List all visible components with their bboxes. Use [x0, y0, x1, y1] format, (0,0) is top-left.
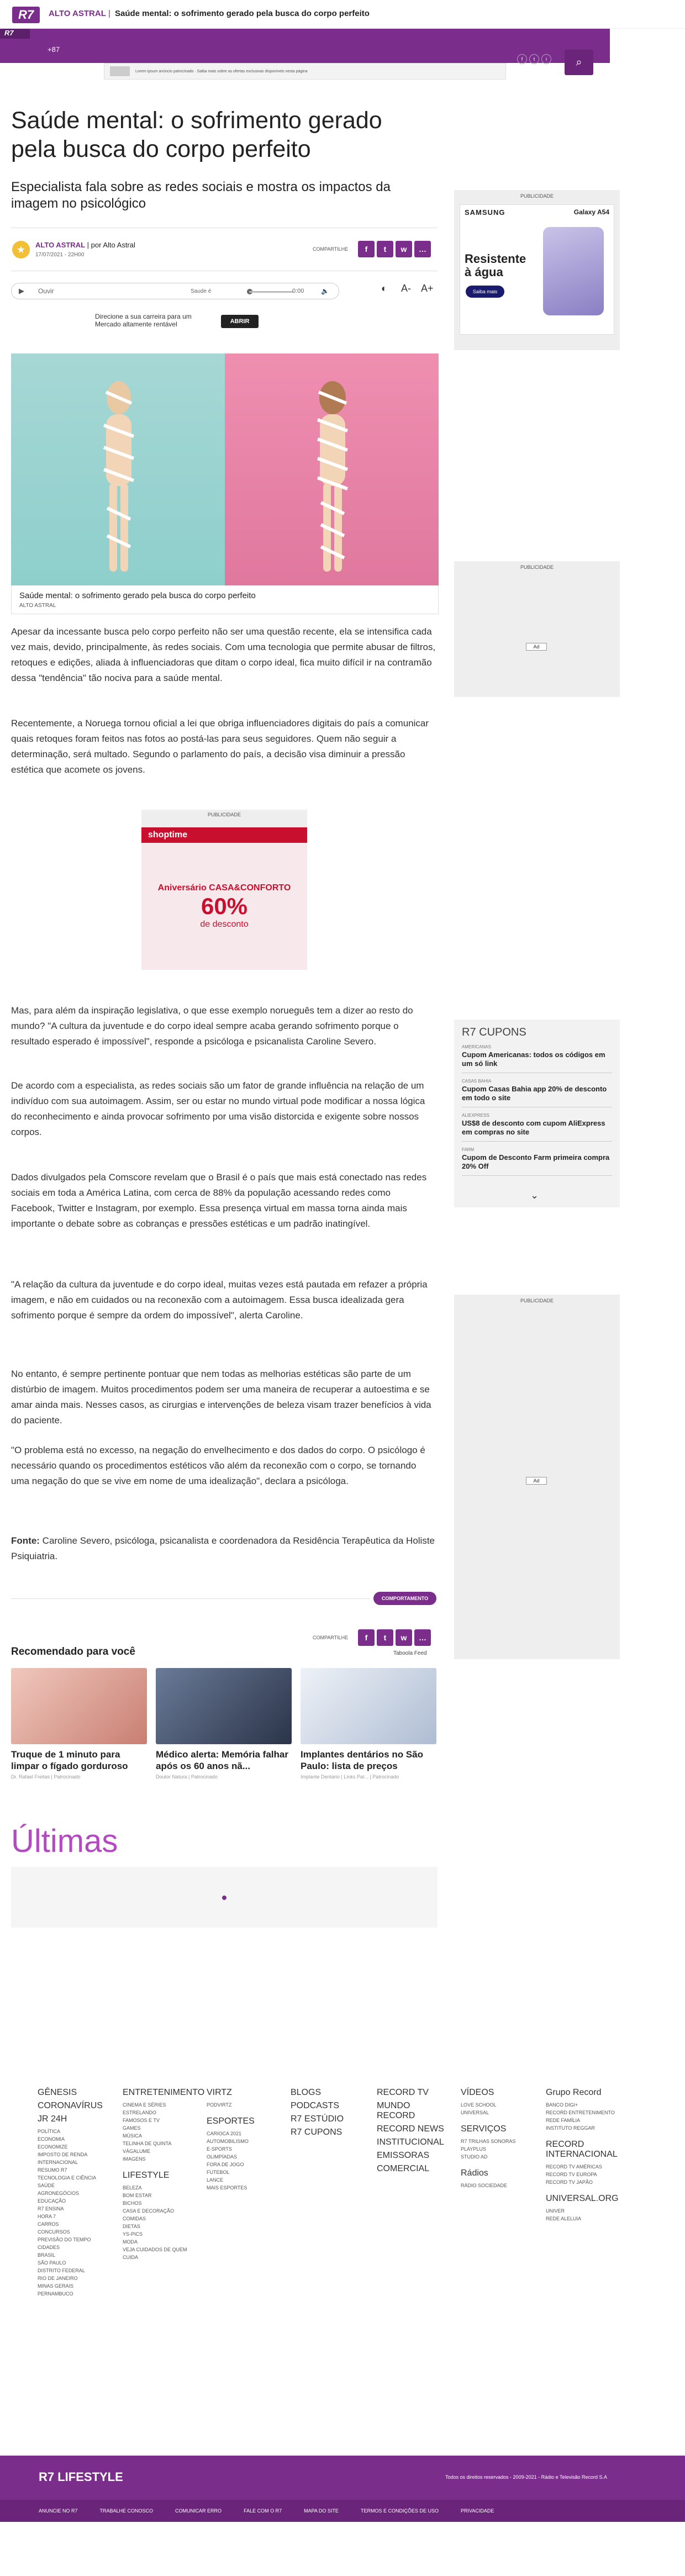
- coupon-text: Cupom Casas Bahia app 20% de desconto em todo o site: [462, 1085, 607, 1102]
- samsung-logo: SAMSUNG: [465, 208, 505, 217]
- footer-link[interactable]: LANCE: [207, 2177, 224, 2183]
- divider: [11, 1598, 370, 1599]
- coupon-item[interactable]: [462, 1044, 612, 1073]
- audio-player: [11, 283, 339, 299]
- article-photo[interactable]: [11, 353, 439, 585]
- footer-bottom-link[interactable]: TRABALHE CONOSCO: [99, 2508, 154, 2514]
- footer-heading-link[interactable]: MUNDO RECORD: [377, 2101, 415, 2120]
- footer-spacer: [123, 2163, 194, 2171]
- footer-heading-link[interactable]: COMERCIAL: [377, 2164, 430, 2173]
- samsung-ad: [460, 204, 614, 335]
- photo-left-panel: [11, 353, 225, 585]
- source-text: Caroline Severo, psicóloga, psicanalista e coordenadora da Residência Terapêutica da Holiste Psiquiatria.: [11, 1535, 435, 1561]
- footer-copyright: Todos os direitos reservados - 2009-2021 - Rádio e Televisão Record S.A: [445, 2474, 607, 2480]
- promo-percent-label: de desconto: [200, 920, 249, 929]
- ad-logo: [110, 66, 130, 76]
- footer-link[interactable]: MÚSICA: [123, 2133, 143, 2139]
- footer-column: [207, 2088, 278, 2199]
- share-label: COMPARTILHE: [313, 1635, 349, 1640]
- footer-link[interactable]: UNIVERSAL: [461, 2110, 489, 2115]
- r7-logo[interactable]: R7: [12, 7, 40, 23]
- footer-link[interactable]: RECORD TV AMÉRICAS: [546, 2164, 602, 2169]
- plus-counter[interactable]: +87: [48, 45, 60, 54]
- footer-link[interactable]: R7 TRILHAS SONORAS: [461, 2139, 516, 2144]
- footer-link[interactable]: CARROS: [38, 2221, 59, 2227]
- ad-marker: Ad: [526, 1477, 547, 1485]
- r7-cupons-widget: [454, 1020, 620, 1207]
- footer-heading-link[interactable]: INSTITUCIONAL: [377, 2137, 444, 2147]
- footer-link[interactable]: PODVIRTZ: [207, 2102, 232, 2108]
- header-separator: |: [108, 9, 110, 18]
- share-twitter-button[interactable]: t: [377, 1629, 393, 1646]
- footer-link[interactable]: TELINHA DE QUINTA: [123, 2141, 172, 2146]
- footer-heading-link[interactable]: UNIVERSAL.ORG: [546, 2194, 619, 2203]
- sidebar-ad[interactable]: [454, 1295, 620, 1659]
- footer-heading-link[interactable]: EMISSORAS: [377, 2151, 430, 2160]
- share-label: COMPARTILHE: [313, 246, 349, 252]
- footer-link[interactable]: OLIMPÍADAS: [207, 2154, 238, 2160]
- footer-heading-link[interactable]: RECORD TV: [377, 2088, 429, 2097]
- caption-credit: ALTO ASTRAL: [19, 603, 56, 609]
- header-article-title: Saúde mental: o sofrimento gerado pela busca do corpo perfeito: [115, 9, 370, 18]
- footer-heading-link[interactable]: SERVIÇOS: [461, 2124, 507, 2134]
- recommended-card[interactable]: [11, 1668, 147, 1780]
- footer-bottom-link[interactable]: ANUNCIE NO R7: [39, 2508, 78, 2514]
- coupon-store: AMERICANAS: [462, 1044, 491, 1049]
- inline-ad[interactable]: [88, 312, 265, 331]
- photo-caption: [11, 585, 439, 614]
- recommended-card-title: Médico alerta: Memória falhar após os 60 anos nã...: [156, 1749, 288, 1771]
- section-brand-link[interactable]: ALTO ASTRAL: [49, 9, 106, 18]
- footer-spacer: [461, 2116, 533, 2124]
- taboola-label[interactable]: Taboola Feed: [393, 1650, 427, 1656]
- share-facebook-button[interactable]: f: [358, 1629, 375, 1646]
- author-avatar[interactable]: ★: [12, 241, 30, 258]
- tag-comportamento[interactable]: COMPORTAMENTO: [373, 1592, 436, 1605]
- author-brand-link[interactable]: ALTO ASTRAL: [35, 241, 86, 249]
- sidebar-ad[interactable]: [454, 561, 620, 697]
- footer-spacer: [546, 2223, 623, 2230]
- footer-heading-link[interactable]: LIFESTYLE: [123, 2171, 170, 2180]
- latest-news-loader: [11, 1867, 438, 1928]
- top-ad-text: Lorem ipsum anúncio patrocinado · Saiba mais sobre as ofertas exclusivas disponíveis nesta página: [135, 69, 308, 73]
- author-name: por Alto Astral: [91, 241, 135, 249]
- recommended-image: [11, 1668, 147, 1744]
- footer-bottom-link[interactable]: MAPA DO SITE: [304, 2508, 339, 2514]
- coupon-store: CASAS BAHIA: [462, 1079, 492, 1084]
- recommended-card-source: Dr. Rafael Freitas | Patrocinado: [11, 1774, 81, 1780]
- site-footer: [0, 2044, 685, 2474]
- facebook-icon[interactable]: f: [517, 54, 527, 64]
- recommended-card[interactable]: [156, 1668, 292, 1780]
- footer-link[interactable]: RECORD ENTRETENIMENTO: [546, 2110, 615, 2115]
- author-line: [35, 241, 135, 249]
- contrast-icon[interactable]: ◐: [381, 283, 387, 294]
- share-whatsapp-button[interactable]: w: [396, 241, 412, 257]
- footer-heading-link[interactable]: JR 24H: [38, 2114, 67, 2124]
- footer-column: [546, 2088, 623, 2230]
- search-button[interactable]: [565, 50, 593, 75]
- share-whatsapp-button[interactable]: w: [396, 1629, 412, 1646]
- coupon-store: ALIEXPRESS: [462, 1113, 489, 1118]
- footer-heading-link[interactable]: VIRTZ: [207, 2088, 232, 2097]
- footer-column: [123, 2088, 205, 2269]
- footer-spacer: [291, 2141, 362, 2149]
- footer-link[interactable]: FAMOSOS E TV: [123, 2118, 160, 2123]
- footer-heading-link[interactable]: VÍDEOS: [461, 2088, 494, 2097]
- footer-spacer: [123, 2261, 194, 2269]
- promo-title: Aniversário CASA&CONFORTO: [157, 883, 291, 893]
- caption-title: Saúde mental: o sofrimento gerado pela busca do corpo perfeito: [19, 591, 256, 600]
- player-voice-select[interactable]: Saude é: [191, 288, 212, 294]
- footer-link[interactable]: IMAGENS: [123, 2156, 146, 2162]
- coupon-item[interactable]: [462, 1147, 612, 1176]
- footer-column: [461, 2088, 533, 2197]
- loading-dot: [222, 1896, 226, 1900]
- footer-heading-link[interactable]: GÊNESIS: [38, 2088, 77, 2097]
- footer-heading-link[interactable]: R7 CUPONS: [291, 2128, 342, 2137]
- footer-link[interactable]: BRASIL: [38, 2252, 56, 2258]
- article-paragraph: Mas, para além da inspiração legislativa, o que esse exemplo norueguês tem a dizer ao resto do mundo? "A cultura da juventude e do corpo ideal sempre acaba gerando sofrimento porque o resultado esperado é impossível", responde a psicóloga e psicanalista Caroline Severo.: [11, 1005, 413, 1047]
- share-facebook-button[interactable]: f: [358, 241, 375, 257]
- footer-link[interactable]: TECNOLOGIA E CIÊNCIA: [38, 2175, 97, 2181]
- coupon-store: FARM: [462, 1147, 475, 1152]
- footer-logo[interactable]: R7 LIFESTYLE: [39, 2470, 123, 2484]
- twitter-icon[interactable]: t: [529, 54, 539, 64]
- player-time: 0:00: [292, 288, 304, 294]
- footer-link[interactable]: INSTITUTO REGGAR: [546, 2125, 595, 2131]
- nav-strip: [0, 29, 610, 68]
- footer-spacer: [546, 2132, 623, 2140]
- top-bar: [0, 0, 685, 29]
- recommended-card-source: Doutor Natura | Patrocinado: [156, 1774, 218, 1780]
- doll-illustration: [94, 376, 144, 574]
- footer-link[interactable]: AUTOMOBILISMO: [207, 2139, 249, 2144]
- article-subtitle: Especialista fala sobre as redes sociais e mostra os impactos da imagem no psicológico: [11, 180, 391, 211]
- player-ouvir-label: Ouvir: [38, 287, 54, 295]
- footer-bottom-link[interactable]: COMUNICAR ERRO: [175, 2508, 222, 2514]
- footer-spacer: [377, 2177, 449, 2185]
- ad-label: PUBLICIDADE: [520, 564, 554, 570]
- strip-logo[interactable]: R7: [0, 29, 30, 39]
- footer-link[interactable]: RECORD TV JAPÃO: [546, 2179, 593, 2185]
- doll-illustration: [308, 376, 357, 574]
- coupon-item[interactable]: [462, 1079, 612, 1107]
- footer-link[interactable]: EDUCAÇÃO: [38, 2198, 66, 2204]
- footer-bottom-link[interactable]: PRIVACIDADE: [460, 2508, 494, 2514]
- publish-date: 17/07/2021 - 22H00: [35, 252, 85, 258]
- footer-link[interactable]: VEJA CUIDADOS DE QUEM CUIDA: [123, 2247, 187, 2260]
- share-more-button[interactable]: …: [414, 1629, 431, 1646]
- footer-link[interactable]: UNIVER: [546, 2208, 565, 2214]
- chevron-down-icon[interactable]: ⌄: [530, 1190, 539, 1201]
- footer-column: [377, 2088, 449, 2185]
- footer-column: [291, 2088, 362, 2149]
- footer-link[interactable]: SAÚDE: [38, 2183, 55, 2188]
- coupon-item[interactable]: [462, 1113, 612, 1142]
- latest-news-title: Últimas: [11, 1823, 118, 1859]
- volume-icon[interactable]: 🔈: [321, 287, 329, 295]
- shoptime-logo: shoptime: [141, 827, 307, 843]
- footer-spacer: [207, 2109, 278, 2116]
- footer-link[interactable]: DIETAS: [123, 2224, 140, 2229]
- phone-image: [543, 227, 604, 315]
- footer-link[interactable]: AGRONEGÓCIOS: [38, 2190, 80, 2196]
- ad-label: PUBLICIDADE: [520, 1298, 554, 1303]
- footer-link[interactable]: YS-PICS: [123, 2231, 143, 2237]
- footer-heading-link[interactable]: PODCASTS: [291, 2101, 340, 2110]
- footer-link[interactable]: RIO DE JANEIRO: [38, 2276, 78, 2281]
- coupon-text: Cupom Americanas: todos os códigos em um só link: [462, 1051, 605, 1068]
- footer-bottom-link[interactable]: FALE COM O R7: [244, 2508, 282, 2514]
- footer-brand-bar: [0, 2456, 685, 2500]
- footer-link[interactable]: BANCO DIGI+: [546, 2102, 578, 2108]
- footer-link[interactable]: MODA: [123, 2239, 138, 2245]
- ad-label: PUBLICIDADE: [520, 193, 554, 199]
- coupon-text: US$8 de desconto com cupom AliExpress em compras no site: [462, 1119, 605, 1136]
- footer-link[interactable]: INTERNACIONAL: [38, 2160, 78, 2165]
- search-icon: ⌕: [576, 56, 582, 68]
- font-increase-button[interactable]: A+: [421, 283, 434, 294]
- article-paragraph: Recentemente, a Noruega tornou oficial a lei que obriga influenciadores digitais do país a comunicar quais retoques foram feitos nas fotos ao postá-las para seus seguidores. Quem não seguir a determinação, será multado. Segundo o parlamento do país, a decisão visa diminuir a pressão estética que acomete os jovens.: [11, 718, 429, 775]
- footer-link[interactable]: IMPOSTO DE RENDA: [38, 2152, 88, 2157]
- cupons-title[interactable]: R7 CUPONS: [462, 1026, 526, 1038]
- footer-link[interactable]: CIDADES: [38, 2245, 60, 2250]
- share-twitter-button[interactable]: t: [377, 241, 393, 257]
- samsung-headline: Resistente à água: [465, 252, 526, 279]
- footer-link[interactable]: DISTRITO FEDERAL: [38, 2268, 85, 2273]
- article-paragraph: De acordo com a especialista, as redes sociais são um fator de grande influência na relação de um indivíduo com sua autoimagem. Assim, ser ou estar no mundo virtual pode modificar a nossa lógica do reconhecimento e ainda provocar sofrimento por uma visão distorcida e exigente sobre nossos corpos.: [11, 1080, 425, 1137]
- footer-link[interactable]: RÁDIO SOCIEDADE: [461, 2183, 508, 2188]
- footer-link[interactable]: PERNAMBUCO: [38, 2291, 73, 2297]
- font-decrease-button[interactable]: A-: [401, 283, 411, 294]
- footer-link[interactable]: FORA DE JOGO: [207, 2162, 244, 2167]
- footer-spacer: [546, 2186, 623, 2194]
- footer-link[interactable]: PLAYPLUS: [461, 2146, 486, 2152]
- footer-link[interactable]: LOVE SCHOOL: [461, 2102, 497, 2108]
- footer-link[interactable]: POLÍTICA: [38, 2129, 61, 2134]
- footer-spacer: [38, 2298, 109, 2305]
- article-paragraph: "O problema está no excesso, na negação do envelhecimento e dos dados do corpo. O psicólogo é necessário quando os procedimentos estéticos vão além da reconexão com o corpo, se tornando uma negação do que se vive em nome de uma idealização", declara a psicóloga.: [11, 1445, 425, 1486]
- footer-link[interactable]: PREVISÃO DO TEMPO: [38, 2237, 91, 2242]
- article-paragraph: No entanto, é sempre pertinente pontuar que nem todas as melhorias estéticas são parte de um distúrbio de imagem. Muitos procedimentos podem ser uma maneira de recuperar a autoestima e se amar ainda mais. Nesses casos, as cirurgias e intervenções de beleza visam trazer benefícios à vida do paciente.: [11, 1369, 431, 1426]
- footer-heading-link[interactable]: CORONAVÍRUS: [38, 2101, 103, 2110]
- play-icon[interactable]: ▶: [19, 287, 24, 295]
- samsung-cta-button[interactable]: Saiba mais: [466, 286, 504, 298]
- footer-link[interactable]: CASA E DECORAÇÃO: [123, 2208, 175, 2214]
- footer-link[interactable]: REDE FAMÍLIA: [546, 2118, 581, 2123]
- footer-link[interactable]: BOM ESTAR: [123, 2193, 152, 2198]
- inline-ad-text: Direcione a sua carreira para um Mercado altamente rentável: [95, 313, 192, 328]
- footer-spacer: [461, 2161, 533, 2168]
- footer-link[interactable]: MINAS GERAIS: [38, 2283, 74, 2289]
- samsung-model: Galaxy A54: [573, 208, 609, 216]
- source-label: Fonte:: [11, 1535, 40, 1546]
- ad-label: PUBLICIDADE: [207, 812, 241, 817]
- article-title: Saúde mental: o sofrimento gerado pela busca do corpo perfeito: [11, 107, 382, 162]
- article-paragraph: Dados divulgados pela Comscore revelam que o Brasil é o país que mais está conectado nas redes sociais em toda a América Latina, com cerca de 88% da população acessando redes como Facebook, Twitter e Instagram, por exemplo. Essa presença virtual em massa torna ainda mais importante o debate sobre as cobranças e pressões estéticas e um padrão inatingível.: [11, 1172, 427, 1229]
- footer-link[interactable]: HORA 7: [38, 2214, 56, 2219]
- mid-article-ad[interactable]: [141, 810, 307, 970]
- player-progress-bar[interactable]: [249, 291, 293, 293]
- shoptime-promo: [141, 843, 307, 970]
- footer-heading-link[interactable]: RECORD INTERNACIONAL: [546, 2140, 618, 2159]
- coupon-text: Cupom de Desconto Farm primeira compra 20% Off: [462, 1153, 610, 1170]
- footer-links: [0, 2500, 685, 2522]
- article-paragraph: "A relação da cultura da juventude e do corpo ideal, muitas vezes está pautada em refazer a própria imagem, e não em cuidados ou na reconexão com a autoimagem. Essa busca idealizada gera sofrimento porque é sempre da ordem do impossível", alerta Caroline.: [11, 1279, 428, 1321]
- footer-bottom-link[interactable]: TERMOS E CONDIÇÕES DE USO: [360, 2508, 439, 2514]
- instagram-icon[interactable]: i: [541, 54, 551, 64]
- author-separator: |: [87, 241, 89, 249]
- footer-heading-link[interactable]: Grupo Record: [546, 2088, 602, 2097]
- photo-right-panel: [225, 353, 439, 585]
- footer-link[interactable]: R7 ENSINA: [38, 2206, 64, 2211]
- article-source: [11, 1533, 436, 1564]
- top-banner-ad[interactable]: [104, 63, 506, 80]
- recommended-image: [301, 1668, 436, 1744]
- footer-link[interactable]: COMIDAS: [123, 2216, 146, 2221]
- footer-link[interactable]: CARIOCA 2021: [207, 2131, 242, 2136]
- footer-heading-link[interactable]: BLOGS: [291, 2088, 322, 2097]
- article-paragraph: Apesar da incessante busca pelo corpo perfeito não ser uma questão recente, ela se intensifica cada vez mais, devido, principalmente, às redes sociais. Com uma tecnologia que permite abusar de filtros, retoques e edições, aliada à influenciadoras que ditam o corpo ideal, fica muito difícil ir na contramão dessa "tendência" tão nociva para a saúde mental.: [11, 626, 436, 683]
- footer-link[interactable]: GAMES: [123, 2125, 141, 2131]
- recommended-card-source: Implante Dentario | Links Pat... | Patrocinado: [301, 1774, 399, 1780]
- footer-link[interactable]: RESUMO R7: [38, 2167, 67, 2173]
- footer-link[interactable]: REDE ALELUIA: [546, 2216, 582, 2221]
- footer-link[interactable]: E-SPORTS: [207, 2146, 232, 2152]
- footer-heading-link[interactable]: Rádios: [461, 2168, 488, 2178]
- footer-link[interactable]: CINEMA E SÉRIES: [123, 2102, 166, 2108]
- promo-percent: 60%: [201, 893, 248, 919]
- footer-link[interactable]: VÁGALUME: [123, 2149, 151, 2154]
- recommended-title: Recomendado para você: [11, 1646, 135, 1657]
- share-more-button[interactable]: …: [414, 241, 431, 257]
- recommended-image: [156, 1668, 292, 1744]
- footer-heading-link[interactable]: RECORD NEWS: [377, 2124, 444, 2134]
- footer-spacer: [207, 2192, 278, 2199]
- footer-spacer: [461, 2189, 533, 2197]
- footer-link[interactable]: ESTRELANDO: [123, 2110, 157, 2115]
- footer-link[interactable]: BICHOS: [123, 2200, 142, 2206]
- footer-heading-link[interactable]: ENTRETENIMENTO: [123, 2088, 205, 2097]
- footer-link[interactable]: FUTEBOL: [207, 2169, 230, 2175]
- footer-link[interactable]: ECONOMIZE: [38, 2144, 68, 2150]
- ad-marker: Ad: [526, 643, 547, 651]
- recommended-card-title: Truque de 1 minuto para limpar o fígado gorduroso: [11, 1749, 128, 1771]
- footer-link[interactable]: RECORD TV EUROPA: [546, 2172, 597, 2177]
- footer-link[interactable]: SÃO PAULO: [38, 2260, 66, 2266]
- footer-link[interactable]: STUDIO AD: [461, 2154, 488, 2160]
- footer-link[interactable]: MAIS ESPORTES: [207, 2185, 247, 2190]
- footer-column: [38, 2088, 109, 2305]
- inline-ad-button[interactable]: ABRIR: [221, 315, 259, 328]
- recommended-card-title: Implantes dentários no São Paulo: lista de preços: [301, 1749, 423, 1771]
- footer-link[interactable]: ECONOMIA: [38, 2136, 65, 2142]
- footer-link[interactable]: BELEZA: [123, 2185, 142, 2190]
- footer-link[interactable]: CONCURSOS: [38, 2229, 70, 2235]
- footer-heading-link[interactable]: R7 ESTÚDIO: [291, 2114, 344, 2124]
- footer-heading-link[interactable]: ESPORTES: [207, 2116, 255, 2126]
- recommended-card[interactable]: [301, 1668, 436, 1780]
- sidebar-ad[interactable]: [454, 190, 620, 350]
